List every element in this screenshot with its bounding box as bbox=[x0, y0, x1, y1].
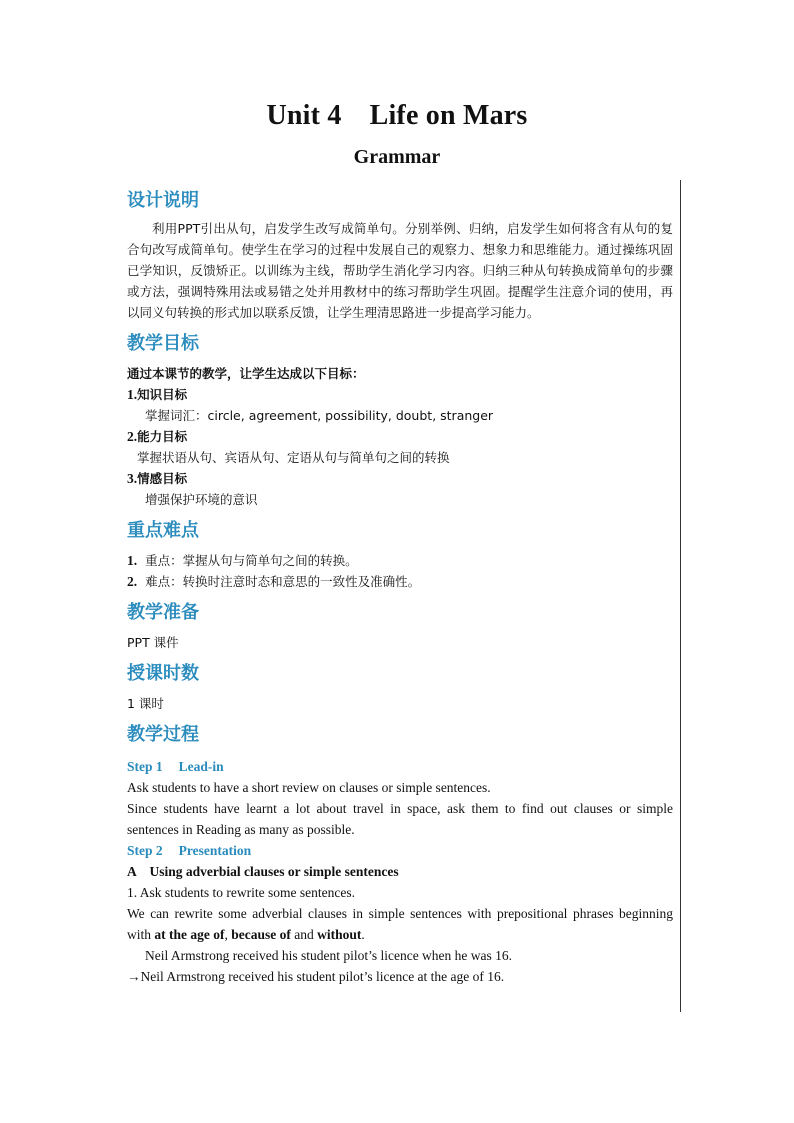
hours-heading: 授课时数 bbox=[127, 663, 199, 684]
prep-text: PPT 课件 bbox=[127, 635, 179, 650]
unit-label: Unit 4 bbox=[266, 100, 342, 131]
page-title bbox=[0, 100, 794, 132]
objectives-heading: 教学目标 bbox=[127, 333, 199, 354]
keypoints-heading: 重点难点 bbox=[127, 520, 199, 541]
objectives-intro: 通过本课节的教学，让学生达成以下目标： bbox=[127, 366, 365, 381]
prep-heading: 教学准备 bbox=[127, 602, 199, 623]
objective-2-title: 2.能力目标 bbox=[127, 429, 188, 444]
section-a-item-1: 1. Ask students to rewrite some sentences. bbox=[127, 885, 355, 900]
objective-2-detail: 掌握状语从句、宾语从句、定语从句与简单句之间的转换 bbox=[137, 450, 450, 465]
main-content bbox=[127, 188, 673, 987]
objective-1-detail: 掌握词汇：circle, agreement, possibility, doubt, stranger bbox=[145, 408, 494, 423]
page-subtitle: Grammar bbox=[353, 146, 441, 168]
vertical-rule bbox=[680, 180, 681, 1012]
design-paragraph: 利用PPT引出从句，启发学生改写成简单句。分别举例、归纳，启发学生如何将含有从句的复合句改写成简单句。使学生在学习的过程中发展自己的观察力、想象力和思维能力。通过操练巩固已学知识，反馈矫正。以训练为主线，帮助学生消化学习内容。归纳三种从句转换成简单句的步骤或方法，强调特殊用法或易错之处并用教材中的练习帮助学生巩固。提醒学生注意介词的使用，再以同义句转换的形式加以联系反馈，让学生理清思路进一步提高学习能力。 bbox=[127, 221, 673, 320]
design-heading: 设计说明 bbox=[127, 190, 199, 211]
step-1-heading: Step 1 Lead-in bbox=[127, 759, 224, 774]
objective-1-title: 1.知识目标 bbox=[127, 387, 188, 402]
keypoint-1: 1. 重点：掌握从句与简单句之间的转换。 bbox=[127, 553, 358, 568]
objective-3-title: 3.情感目标 bbox=[127, 471, 188, 486]
keypoint-2: 2. 难点：转换时注意时态和意思的一致性及准确性。 bbox=[127, 574, 421, 589]
section-a-explanation: We can rewrite some adverbial clauses in simple sentences with prepositional phrases beginning with at the age of, because of and without. bbox=[127, 906, 673, 942]
unit-name: Life on Mars bbox=[369, 100, 528, 131]
step-1-line-2: Since students have learnt a lot about travel in space, ask them to find out clauses or simple sentences in Reading as many as possible. bbox=[127, 801, 673, 837]
section-a-heading: A Using adverbial clauses or simple sentences bbox=[127, 864, 399, 879]
hours-text: 1 课时 bbox=[127, 696, 164, 711]
example-rewritten: →Neil Armstrong received his student pilot’s licence at the age of 16. bbox=[127, 969, 505, 984]
example-original: Neil Armstrong received his student pilot’s licence when he was 16. bbox=[145, 948, 513, 963]
step-1-line-1: Ask students to have a short review on clauses or simple sentences. bbox=[127, 780, 491, 795]
step-2-heading: Step 2 Presentation bbox=[127, 843, 252, 858]
objective-3-detail: 增强保护环境的意识 bbox=[145, 492, 258, 507]
process-heading: 教学过程 bbox=[127, 724, 199, 745]
